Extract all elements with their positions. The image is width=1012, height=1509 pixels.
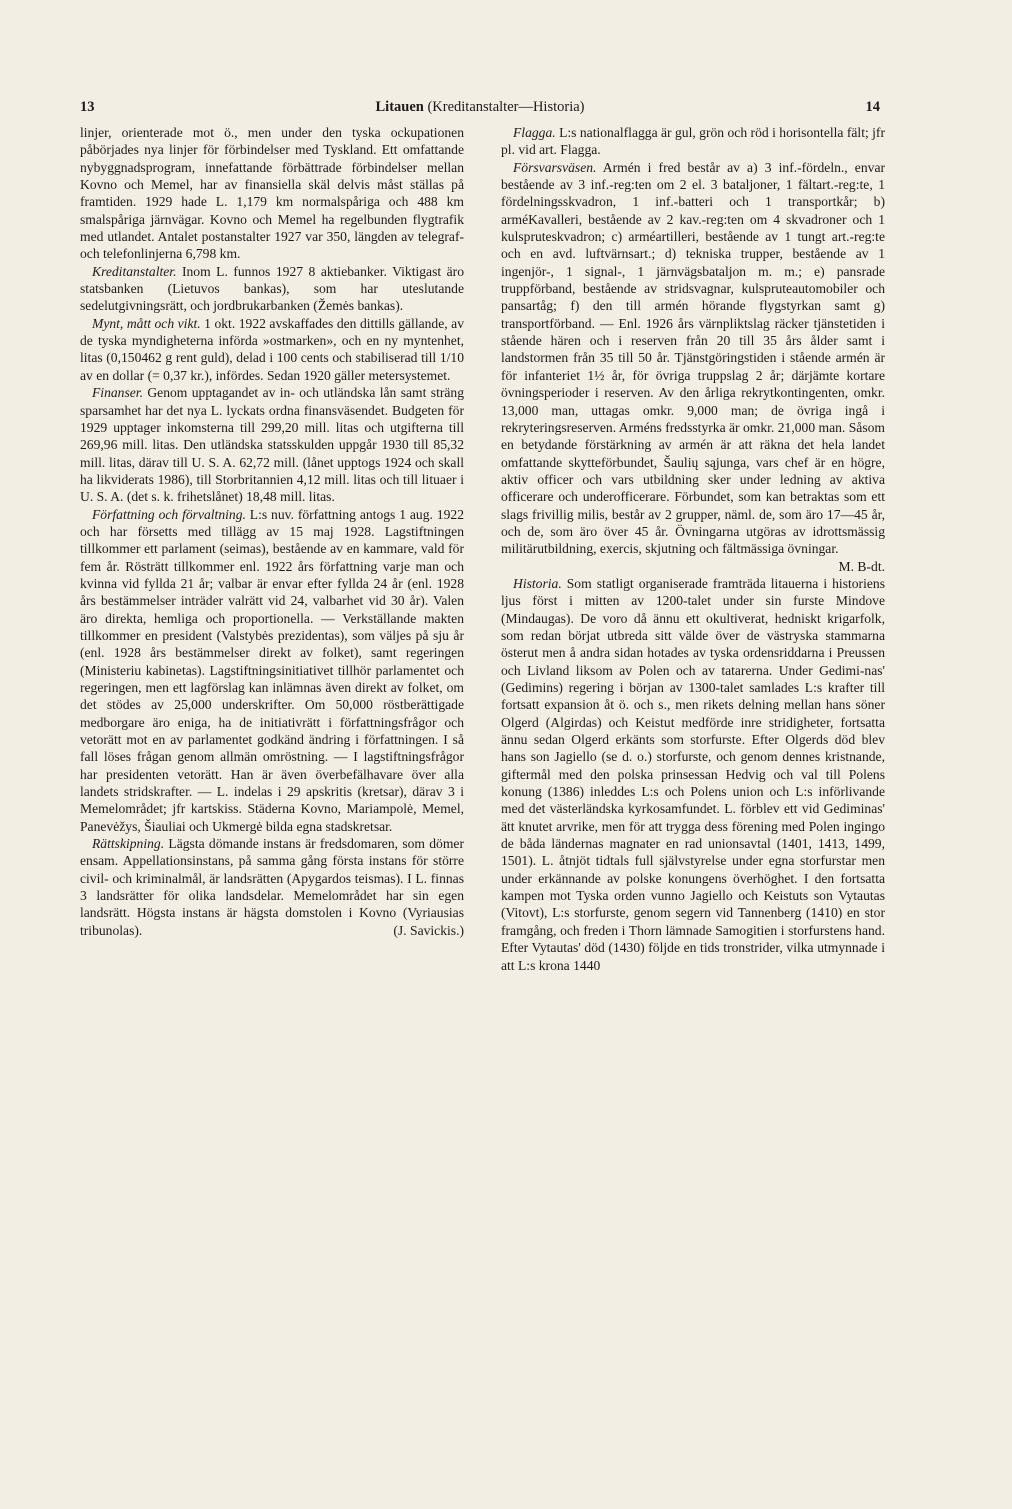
section-body: Inom L. funnos 1927 8 aktiebanker. Viktigast äro statsbanken (Lietuvos bankas), som har uteslutande sedelutgivningsrätt, och jordbrukarbanken (Žemės bankas). [80,263,464,314]
paragraph-historia [501,575,885,974]
section-heading: Försvarsväsen. [513,159,597,175]
section-body: L:s nuv. författning antogs 1 aug. 1922 och har försetts med tillägg av 15 maj 1928. Lagstiftningen tillkommer ett parlament (seimas), bestående av en kammare, vald för fem år. Rösträtt tillkommer enl. 1922 års författning varje man och kvinna vid fyllda 21 år; valbar är envar efter fyllda 24 år (enl. 1928 års bestämmelser inträder valrätt vid 24, valbarhet vid 30 år). Valen äro direkta, hemliga och proportionella. — Verkställande makten tillkommer en president (Valstybės prezidentas), som väljes på sju år (enl. 1928 års bestämmelser direkt av folket), samt regeringen (Ministeriu kabinetas). Lagstiftningsinitiativet tillhör parlamentet och regeringen, men ett lagförslag kan inlämnas även direkt av folket, om det stödes av 25,000 underskrifter. Om 50,000 röstberättigade medborgare äro eniga, ha de initiativrätt i författningsfrågor och vetorätt mot en av parlamentet godkänd ändring i författningen. I så fall löses frågan genom allmän omröstning. — I lagstiftningsfrågor har presidenten vetorätt. Han är även överbefälhavare över alla landets stridskrafter. — L. indelas i 29 apskritis (kretsar), därav 3 i Memelområdet; jfr kartskiss. Städerna Kovno, Mariampolė, Memel, Panevėžys, Šiauliai och Ukmergė bilda egna stadskretsar. [80,506,464,834]
section-body: Genom upptagandet av in- och utländska lån samt sträng sparsamhet har det nya L. lyckats ordna finansväsendet. Budgeten för 1929 upptager inkomsterna till 299,20 mill. litas och utgifterna till 269,96 mill. litas. Den utländska statsskulden uppgår 1930 till 85,32 mill. litas, därav till U. S. A. 62,72 mill. (lånet upptogs 1924 och skall ha likviderats 1986), till Storbritannien 4,12 mill. litas och till lituaer i U. S. A. (det s. k. frihetslånet) 18,48 mill. litas. [80,385,464,505]
section-body: L:s nationalflagga är gul, grön och röd i horisontella fält; jfr pl. vid art. Flagga. [501,125,885,158]
left-column [80,124,464,1414]
page-number-right: 14 [865,99,880,115]
paragraph-forfattning [80,506,464,836]
section-heading: Flagga. [513,125,556,140]
paragraph-transport-continued: linjer, orienterade mot ö., men under den tyska ockupationen påbörjades nya linjer för förbindelser med Tyskland. Ett omfattande nybyggnadsprogram, innefattande förbättrade förbindelser mellan Kovno och Memel, har av finansiella skäl delvis måst ställas på framtiden. 1929 hade L. 1,179 km normalspåriga och 488 km smalspåriga järnvägar. Kovno och Memel ha regelbunden flygtrafik med utlandet. Antalet postanstalter 1927 var 350, längden av telegraf- och telefonlinjerna 6,798 km. [80,125,464,262]
section-body: Lägsta dömande instans är fredsdomaren, som dömer ensam. Appellationsinstans, på samma gång första instans för större civil- och kriminalmål, är landsrätten (Apygardos teismas). I L. finnas 3 landsrätter för olika landsdelar. Memelområdet har sin egen landsrätt. Högsta instans är hägsta domstolen i Kovno (Vyriausias tribunolas). [80,836,464,938]
running-title-bold: Litauen [375,99,424,115]
section-heading: Kreditanstalter. [92,263,177,279]
running-head [80,96,880,118]
page-number-left: 13 [80,99,95,115]
author-signature: (J. Savickis.) [393,922,464,938]
page [80,96,885,1416]
section-heading: Mynt, mått och vikt. [92,315,201,331]
paragraph-mynt [80,315,464,384]
section-heading: Finanser. [92,385,143,401]
paragraph-finanser [80,384,464,505]
right-column [501,124,885,1414]
section-body: 1 okt. 1922 avskaffades den dittills gällande, av de tyska myndigheterna införda »ostmarken», och en ny myntenhet, litas (0,150462 g rent guld), delad i 100 cents och stabiliserad till 1/10 av en dollar (= 0,37 kr.), infördes. Sedan 1920 gäller metersystemet. [80,315,464,383]
running-title [80,99,880,116]
paragraph-forsvarsvasen [501,159,885,575]
section-body: Som statligt organiserade framträda litauerna i historiens ljus först i mitten av 1200-talet under sin furste Mindove (Mindaugas). De voro då ännu ett okultiverat, hedniskt krigarfolk, som redan börjat utbreda sitt välde över de västryska stammarna österut men å andra sidan hotades av tyska ordensriddarna i Preussen och Livland liksom av Polen och av tatarerna. Under Gedimi-nas' (Gedimins) regering i början av 1300-talet samlades L:s krafter till fortsatt expansion åt ö. och s., men rikets delning mellan hans söner Olgerd (Algirdas) och Keistut medförde inre stridigheter, fortsatta ännu sedan Olgerd erkänts som storfurste. Efter Olgerds död blev hans son Jagiello (se d. o.) storfurste, och genom dennes kristnande, giftermål med den polska prinsessan Hedvig och val till Polens konung (1386) inleddes L:s och Polens union och L:s införlivande med det västerländska kyrkosamfundet. L. förblev ett vid Gediminas' ätt knutet arvrike, men för att trygga dess förening med Polen ingingo de båda ländernas magnater en rad unionsavtal (1401, 1413, 1499, 1501). L. åtnjöt tidtals full självstyrelse under egna storfurstar men under erkännande av polske konungens överhöghet. I den fortsatta kampen mot Tyska orden vunno Jagiello och Keistuts son Vytautas (Vitovt), L:s storfurste, genom segern vid Tannenberg (1410) en stor framgång, och freden i Thorn lämnade Samogitien i storfurstens hand. Efter Vytautas' död (1430) följde en tids tronstrider, vilka utmynnade i att L:s krona 1440 [501,575,885,973]
section-body: Armén i fred består av a) 3 inf.-fördeln., envar bestående av 3 inf.-reg:ten om 2 el. 3 bataljoner, 1 fältart.-reg:te, 1 fördelningsskvadron, 1 inf.-batteri och 1 transportkår; b) arméKavalleri, bestående av 2 kav.-reg:ten om 4 skvadroner och 1 kulspruteskvadron; c) arméartilleri, bestående av 1 tungt art.-reg:te och en avd. luftvärnsart.; d) tekniska trupper, bestående av 1 ingenjör-, 1 signal-, 1 järnvägsbataljon m. m.; e) pansrade truppförband, bestående av stridsvagnar, kulspruteautomobiler och pansartåg; f) den till armén hörande flygstyrkan samt g) transportförband. — Enl. 1926 års värnpliktslag räcker tjänstetiden i stående hären och i reserven från 20 till 35 års ålder samt i landstormen från 35 till 50 år. Tjänstgöringstiden i stående armén är för infanteriet 1½ år, för övriga truppslag 2 år; därjämte kortare övningsperioder i reserven. Av den årliga rekrytkontingenten, omkr. 13,000 man, uttagas omkr. 9,000 man; de övriga ingå i rekryteringsreserven. Arméns fredsstyrka är omkr. 21,000 man. Såsom en betydande förstärkning av armén är att räkna det hela landet omfattande skytteförbundet, Šaulių sąjunga, vars chef är en högre, aktiv officer och vars utbildning sker under ledning av aktiva officerare och underofficerare. Förbundet, som kan betraktas som ett slags frivillig milis, består av 2 grupper, näml. de, som äro 17—45 år, och de, som äro över 45 år. Övningarna utgöras av idrottsmässig militärutbildning, exercis, skjutning och fältmässiga övningar. [501,159,885,557]
running-title-rest: (Kreditanstalter—Historia) [423,99,585,115]
section-heading: Författning och förvaltning. [92,506,246,522]
paragraph-flagga [501,124,885,159]
paragraph-rattskipning [80,835,464,939]
author-signature: M. B-dt. [838,558,885,574]
paragraph-kreditanstalter [80,263,464,315]
section-heading: Rättskipning. [92,836,165,852]
section-heading: Historia. [513,575,562,591]
